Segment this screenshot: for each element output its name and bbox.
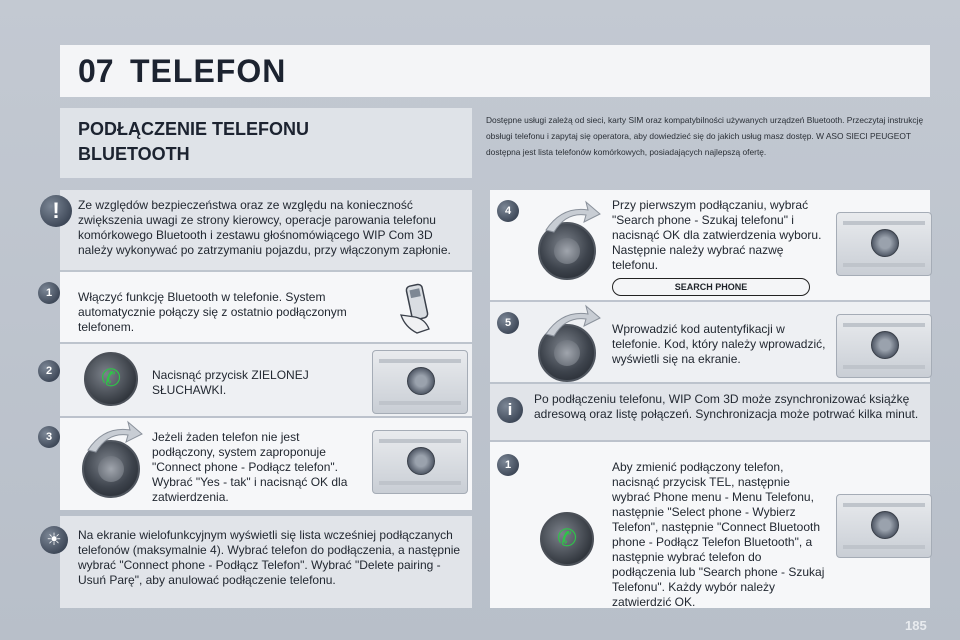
radio-panel-illustration: [836, 494, 932, 558]
intro-text: Dostępne usługi zależą od sieci, karty SIM oraz kompatybilności używanych urządzeń Bluetooth. Przeczytaj instrukcję obsługi telefonu i zapytaj się operatora, aby dowiedzieć się do jakich usług masz dostęp. W ASO SIECI PEUGEOT dostępna jest lista telefonów komórkowych, posiadających najlepszą ofertę.: [486, 115, 924, 157]
radio-dial: [407, 367, 435, 395]
screen-label-search-phone: SEARCH PHONE: [612, 278, 810, 296]
warning-text: Ze względów bezpieczeństwa oraz ze względu na konieczność zwiększenia uwagi ze strony kierowcy, operacje parowania telefonu komórkowego Bluetooth i zestawu głośnomówiącego WIP Com 3D należy wykonywać po zatrzymaniu pojazdu, przy włączonym zapłonie.: [78, 198, 451, 257]
chapter-number: 07: [78, 53, 114, 89]
section-title-line1: PODŁĄCZENIE TELEFONU: [78, 119, 310, 139]
rotate-arrow-icon: [84, 420, 144, 460]
step-3-badge: 3: [38, 426, 60, 448]
radio-panel-illustration: [372, 430, 468, 494]
step-4-text: Przy pierwszym podłączaniu, wybrać "Search phone - Szukaj telefonu" i nacisnąć OK dla zatwierdzenia wyboru. Następnie należy wybrać nazwę telefonu.: [612, 198, 822, 272]
rotate-arrow-icon: [542, 200, 602, 240]
step-1-badge: 1: [38, 282, 60, 304]
step-4-badge: 4: [497, 200, 519, 222]
radio-button-row: [379, 359, 461, 363]
warning-icon: !: [40, 195, 72, 227]
chapter-title: TELEFON: [130, 53, 287, 89]
radio-panel-illustration: [836, 314, 932, 378]
step-3-text: Jeżeli żaden telefon nie jest podłączony, system zaproponuje "Connect phone - Podłącz telefon". Wybrać "Yes - tak" i nacisnąć OK dla zatwierdzenia.: [152, 430, 348, 504]
info-icon: i: [497, 397, 523, 423]
page-number: 185: [905, 618, 927, 633]
tip-text: Na ekranie wielofunkcyjnym wyświetli się lista wcześniej podłączanych telefonów (maksymalnie 4). Wybrać telefon do podłączenia, a następnie wybrać "Connect phone - Podłącz Telefon". Wybrać "Delete pairing - Usuń Parę", aby anulować podłączenie telefonu.: [78, 528, 461, 587]
change-step-badge: 1: [497, 454, 519, 476]
tel-button-icon: ✆: [540, 512, 594, 566]
info-text: Po podłączeniu telefonu, WIP Com 3D może zsynchronizować książkę adresową oraz listę połączeń. Synchronizacja może potrwać kilka minut.: [534, 392, 919, 421]
step-1-text: Włączyć funkcję Bluetooth w telefonie. System automatycznie połączy się z ostatnio podłączonym telefonem.: [78, 290, 347, 334]
section-title: [78, 117, 458, 167]
step-2-badge: 2: [38, 360, 60, 382]
step-5-text: Wprowadzić kod autentyfikacji w telefonie. Kod, który należy wprowadzić, wyświetli się na ekranie.: [612, 322, 826, 366]
rotate-arrow-icon: [542, 304, 602, 344]
tip-sun-icon: ☀: [40, 526, 68, 554]
mobile-phone-icon: [395, 281, 451, 337]
change-step-text: Aby zmienić podłączony telefon, nacisnąć przycisk TEL, następnie wybrać Phone menu - Menu Telefonu, następnie "Select phone - Wybierz Telefon", następnie "Connect Bluetooth phone - Podłącz Telefon Bluetooth", a następnie wybrać telefon do podłączenia lub "Search phone - Szukaj Telefonu". Każdy wybór należy zatwierdzić OK.: [612, 460, 825, 609]
radio-panel-illustration: [836, 212, 932, 276]
green-phone-button-icon: ✆: [84, 352, 138, 406]
step-5-badge: 5: [497, 312, 519, 334]
radio-panel-illustration: [372, 350, 468, 414]
step-2-text: Nacisnąć przycisk ZIELONEJ SŁUCHAWKI.: [152, 368, 309, 397]
section-title-line2: BLUETOOTH: [78, 144, 190, 164]
radio-button-row: [379, 401, 461, 405]
